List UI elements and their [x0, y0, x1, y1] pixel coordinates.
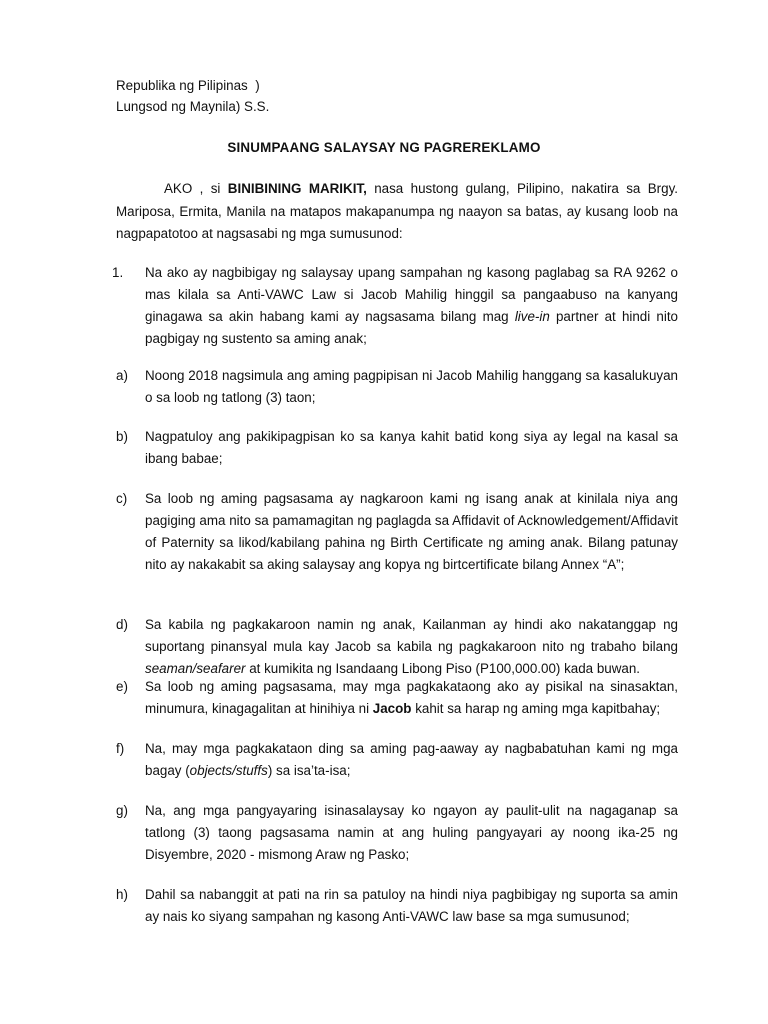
list-item-text: Noong 2018 nagsimula ang aming pagpipisan ni Jacob Mahilig hanggang sa kasalukuyan o sa loob ng tatlong (3) taon;	[145, 368, 678, 405]
list-marker: g)	[116, 803, 128, 818]
item-text-part: Na ako ay nagbibigay ng salaysay upang sampahan ng kasong paglabag sa RA 9262 o mas kilala sa Anti-VAWC Law si Jacob Mahilig hinggil sa pangaabuso na kanyang ginagawa sa akin habang kami ay nagsasama bilang mag	[145, 265, 678, 324]
item-text-part: Na, may mga pagkakataon ding sa aming pag-aaway ay nagbabatuhan kami ng mga bagay (	[145, 741, 678, 778]
intro-paragraph	[116, 178, 678, 246]
item-text-part: Sa kabila ng pagkakaroon namin ng anak, Kailanman ay hindi ako nakatanggap ng suportang pinansyal mula kay Jacob sa kabila ng pagkakaroon nito ng trabaho bilang	[145, 617, 678, 654]
list-marker: e)	[116, 679, 128, 694]
list-item-text	[145, 738, 678, 782]
list-marker: a)	[116, 368, 128, 383]
header-line-republic: Republika ng Pilipinas )	[116, 78, 260, 93]
list-marker: c)	[116, 491, 128, 506]
list-marker: d)	[116, 617, 128, 632]
emphasis-text: objects/stuffs	[189, 763, 268, 778]
bold-name: Jacob	[372, 701, 412, 716]
item-text-part: partner at hindi nito pagbigay ng sustento sa aming anak;	[145, 309, 679, 346]
list-marker: b)	[116, 429, 128, 444]
intro-text-rest: nasa hustong gulang, Pilipino, nakatira sa Brgy. Mariposa, Ermita, Manila na matapos makapanumpa ng naayon sa batas, ay kusang loob na nagpapatotoo at nagsasabi ng mga sumusunod:	[116, 181, 678, 241]
item-text-part: Sa loob ng aming pagsasama, may mga pagkakataong ako ay pisikal na sinasaktan, minumura, kinagagalitan at hinihiya ni	[145, 679, 678, 716]
list-item-text: Dahil sa nabanggit at pati na rin sa patuloy na hindi niya pagbibigay ng suporta sa amin ay nais ko siyang sampahan ng kasong Anti-VAWC law base sa mga sumusunod;	[145, 887, 678, 924]
list-item-text	[145, 676, 678, 720]
document-title: SINUMPAANG SALAYSAY NG PAGREREKLAMO	[227, 140, 541, 155]
list-item-text: Sa loob ng aming pagsasama ay nagkaroon kami ng isang anak at kinilala niya ang pagiging ama nito sa pamamagitan ng paglagda sa Affidavit of Acknowledgement/Affidavit of Paternity sa likod/kabilang pahina ng Birth Certificate ng aming anak. Bilang patunay nito ay nakakabit sa aking salaysay ang kopya ng birtcertificate bilang Annex “A”;	[145, 491, 678, 572]
list-marker: 1.	[112, 265, 124, 280]
emphasis-text: live-in	[514, 309, 550, 324]
list-marker: h)	[116, 887, 128, 902]
list-item-text: Nagpatuloy ang pakikipagpisan ko sa kanya kahit batid kong siya ay legal na kasal sa ibang babae;	[145, 429, 678, 466]
intro-text-start: AKO , si	[164, 181, 228, 196]
header-line-city: Lungsod ng Maynila) S.S.	[116, 99, 270, 114]
item-text-part: ) sa isa’ta-isa;	[267, 763, 351, 778]
list-item-text	[145, 262, 678, 350]
list-marker: f)	[116, 741, 125, 756]
item-text-part: kahit sa harap ng aming mga kapitbahay;	[411, 701, 661, 716]
emphasis-text: seaman/seafarer	[145, 661, 246, 676]
list-item-text: Na, ang mga pangyayaring isinasalaysay ko ngayon ay paulit-ulit na nagaganap sa tatlong (3) taong pagsasama namin at ang huling pangyayari ay noong ika-25 ng Disyembre, 2020 - mismong Araw ng Pasko;	[145, 803, 678, 862]
list-item-text	[145, 614, 678, 680]
item-text-part: at kumikita ng Isandaang Libong Piso (P100,000.00) kada buwan.	[245, 661, 641, 676]
complainant-name: BINIBINING MARIKIT,	[227, 181, 367, 196]
